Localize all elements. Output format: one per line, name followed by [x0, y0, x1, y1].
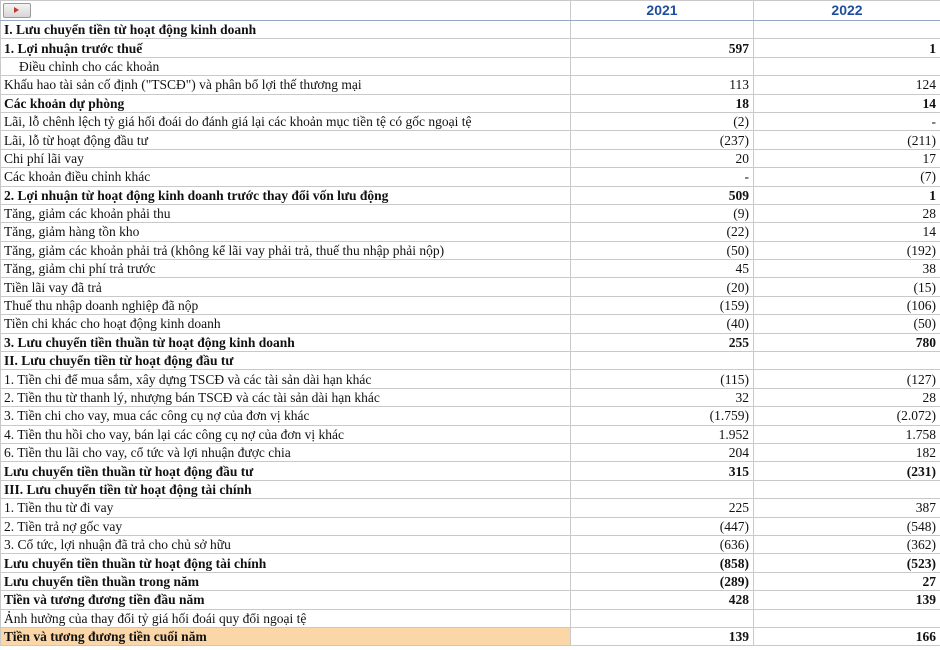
row-label-cell[interactable]: 2. Lợi nhuận từ hoạt động kinh doanh trước thay đổi vốn lưu động: [1, 186, 571, 204]
table-row: [1, 241, 940, 259]
table-row: [1, 186, 940, 204]
row-label-cell[interactable]: Tiền lãi vay đã trả: [1, 278, 571, 296]
value-2021-cell[interactable]: 597: [571, 39, 754, 57]
value-2021-cell[interactable]: (636): [571, 535, 754, 553]
value-2021-cell[interactable]: 32: [571, 388, 754, 406]
value-2021-cell[interactable]: [571, 609, 754, 627]
row-label-cell[interactable]: Lưu chuyển tiền thuần trong năm: [1, 572, 571, 590]
value-2022-cell[interactable]: (548): [754, 517, 940, 535]
row-label-cell[interactable]: II. Lưu chuyển tiền từ hoạt động đầu tư: [1, 352, 571, 370]
value-2021-cell[interactable]: 113: [571, 76, 754, 94]
table-row: [1, 609, 940, 627]
value-2021-cell[interactable]: (289): [571, 572, 754, 590]
value-2022-cell[interactable]: 166: [754, 627, 940, 645]
value-2021-cell[interactable]: [571, 21, 754, 39]
value-2022-cell[interactable]: 182: [754, 443, 940, 461]
table-row: [1, 223, 940, 241]
table-row: [1, 352, 940, 370]
row-label-cell[interactable]: 2. Tiền trả nợ gốc vay: [1, 517, 571, 535]
row-label-cell[interactable]: Lưu chuyển tiền thuần từ hoạt động đầu tư: [1, 462, 571, 480]
row-label-cell[interactable]: 1. Lợi nhuận trước thuế: [1, 39, 571, 57]
value-2022-cell[interactable]: (211): [754, 131, 940, 149]
table-row: [1, 21, 940, 39]
table-row: [1, 131, 940, 149]
value-2021-cell[interactable]: 20: [571, 149, 754, 167]
row-label-cell[interactable]: Tăng, giảm các khoản phải thu: [1, 204, 571, 222]
row-label-cell[interactable]: Các khoản điều chỉnh khác: [1, 168, 571, 186]
row-label-cell[interactable]: Khấu hao tài sản cố định ("TSCĐ") và phân bổ lợi thế thương mại: [1, 76, 571, 94]
year-2021-header: 2021: [571, 1, 754, 21]
row-label-cell[interactable]: Các khoản dự phòng: [1, 94, 571, 112]
row-label-cell[interactable]: 2. Tiền thu từ thanh lý, nhượng bán TSCĐ và các tài sản dài hạn khác: [1, 388, 571, 406]
value-2022-cell[interactable]: [754, 609, 940, 627]
value-2022-cell[interactable]: 14: [754, 223, 940, 241]
table-row: [1, 425, 940, 443]
value-2021-cell[interactable]: 225: [571, 499, 754, 517]
value-2021-cell[interactable]: 18: [571, 94, 754, 112]
row-label-cell[interactable]: 1. Tiền chi để mua sắm, xây dựng TSCĐ và các tài sản dài hạn khác: [1, 370, 571, 388]
table-row: [1, 260, 940, 278]
value-2021-cell[interactable]: [571, 352, 754, 370]
table-row: [1, 572, 940, 590]
table-row: [1, 204, 940, 222]
value-2021-cell[interactable]: 428: [571, 591, 754, 609]
value-2022-cell[interactable]: 14: [754, 94, 940, 112]
table-row: [1, 278, 940, 296]
value-2021-cell[interactable]: (858): [571, 554, 754, 572]
value-2021-cell[interactable]: 1.952: [571, 425, 754, 443]
value-2021-cell[interactable]: (50): [571, 241, 754, 259]
row-label-cell[interactable]: 4. Tiền thu hồi cho vay, bán lại các công cụ nợ của đơn vị khác: [1, 425, 571, 443]
table-body: [1, 1, 940, 646]
table-row: [1, 149, 940, 167]
value-2022-cell[interactable]: 27: [754, 572, 940, 590]
row-label-cell[interactable]: 3. Tiền chi cho vay, mua các công cụ nợ của đơn vị khác: [1, 407, 571, 425]
table-row: [1, 627, 940, 645]
value-2021-cell[interactable]: [571, 480, 754, 498]
value-2022-cell[interactable]: (2.072): [754, 407, 940, 425]
value-2022-cell[interactable]: 17: [754, 149, 940, 167]
table-row: [1, 443, 940, 461]
value-2022-cell[interactable]: [754, 57, 940, 75]
value-2022-cell[interactable]: 28: [754, 204, 940, 222]
row-label-cell[interactable]: Tiền chi khác cho hoạt động kinh doanh: [1, 315, 571, 333]
value-2022-cell[interactable]: (106): [754, 296, 940, 314]
row-label-cell[interactable]: 3. Lưu chuyển tiền thuần từ hoạt động kinh doanh: [1, 333, 571, 351]
value-2021-cell[interactable]: (115): [571, 370, 754, 388]
table-row: [1, 499, 940, 517]
value-2021-cell[interactable]: 255: [571, 333, 754, 351]
row-label-cell[interactable]: Lưu chuyển tiền thuần từ hoạt động tài chính: [1, 554, 571, 572]
value-2022-cell[interactable]: (127): [754, 370, 940, 388]
value-2021-cell[interactable]: 45: [571, 260, 754, 278]
value-2021-cell[interactable]: -: [571, 168, 754, 186]
table-row: [1, 112, 940, 130]
row-label-cell[interactable]: Tăng, giảm các khoản phải trả (không kể lãi vay phải trả, thuế thu nhập phải nộp): [1, 241, 571, 259]
filter-dropdown-icon[interactable]: [3, 3, 31, 18]
table-row: [1, 591, 940, 609]
table-row: [1, 480, 940, 498]
value-2022-cell[interactable]: [754, 352, 940, 370]
value-2022-cell[interactable]: 28: [754, 388, 940, 406]
table-row: [1, 39, 940, 57]
table-row: [1, 370, 940, 388]
table-row: [1, 535, 940, 553]
row-label-cell[interactable]: Lãi, lỗ từ hoạt động đầu tư: [1, 131, 571, 149]
value-2022-cell[interactable]: (15): [754, 278, 940, 296]
table-row: [1, 168, 940, 186]
value-2022-cell[interactable]: (192): [754, 241, 940, 259]
value-2022-cell[interactable]: 124: [754, 76, 940, 94]
value-2021-cell[interactable]: 315: [571, 462, 754, 480]
table-row: [1, 57, 940, 75]
row-label-cell[interactable]: 6. Tiền thu lãi cho vay, cổ tức và lợi nhuận được chia: [1, 443, 571, 461]
value-2022-cell[interactable]: 38: [754, 260, 940, 278]
row-label-cell[interactable]: Tiền và tương đương tiền cuối năm: [1, 627, 571, 645]
value-2021-cell[interactable]: (9): [571, 204, 754, 222]
value-2022-cell[interactable]: (231): [754, 462, 940, 480]
row-label-cell[interactable]: Lãi, lỗ chênh lệch tỷ giá hối đoái do đánh giá lại các khoản mục tiền tệ có gốc ngoại tệ: [1, 112, 571, 130]
table-row: [1, 333, 940, 351]
row-label-cell[interactable]: Chi phí lãi vay: [1, 149, 571, 167]
value-2022-cell[interactable]: 1: [754, 39, 940, 57]
value-2021-cell[interactable]: (447): [571, 517, 754, 535]
table-row: [1, 94, 940, 112]
value-2021-cell[interactable]: (1.759): [571, 407, 754, 425]
value-2021-cell[interactable]: (2): [571, 112, 754, 130]
value-2021-cell[interactable]: (40): [571, 315, 754, 333]
row-label-cell[interactable]: Thuế thu nhập doanh nghiệp đã nộp: [1, 296, 571, 314]
row-label-cell[interactable]: Ảnh hưởng của thay đổi tỷ giá hối đoái quy đổi ngoại tệ: [1, 609, 571, 627]
value-2022-cell[interactable]: (523): [754, 554, 940, 572]
table-row: [1, 76, 940, 94]
value-2022-cell[interactable]: 1: [754, 186, 940, 204]
value-2022-cell[interactable]: 1.758: [754, 425, 940, 443]
value-2021-cell[interactable]: 139: [571, 627, 754, 645]
row-label-cell[interactable]: I. Lưu chuyển tiền từ hoạt động kinh doanh: [1, 21, 571, 39]
value-2021-cell[interactable]: [571, 57, 754, 75]
value-2022-cell[interactable]: (362): [754, 535, 940, 553]
row-label-cell[interactable]: 3. Cổ tức, lợi nhuận đã trả cho chủ sở hữu: [1, 535, 571, 553]
header-row: [1, 1, 940, 21]
value-2022-cell[interactable]: 780: [754, 333, 940, 351]
value-2022-cell[interactable]: (7): [754, 168, 940, 186]
table-row: [1, 462, 940, 480]
row-label-cell[interactable]: Tiền và tương đương tiền đầu năm: [1, 591, 571, 609]
table-row: [1, 315, 940, 333]
value-2022-cell[interactable]: -: [754, 112, 940, 130]
row-label-cell[interactable]: Tăng, giảm chi phí trả trước: [1, 260, 571, 278]
table-row: [1, 407, 940, 425]
table-row: [1, 517, 940, 535]
value-2021-cell[interactable]: (237): [571, 131, 754, 149]
table-row: [1, 388, 940, 406]
table-row: [1, 554, 940, 572]
value-2022-cell[interactable]: (50): [754, 315, 940, 333]
value-2021-cell[interactable]: 204: [571, 443, 754, 461]
row-label-cell[interactable]: Điều chỉnh cho các khoản: [1, 57, 571, 75]
value-2021-cell[interactable]: 509: [571, 186, 754, 204]
value-2021-cell[interactable]: (20): [571, 278, 754, 296]
table-row: [1, 296, 940, 314]
value-2022-cell[interactable]: 387: [754, 499, 940, 517]
row-label-cell[interactable]: 1. Tiền thu từ đi vay: [1, 499, 571, 517]
corner-cell[interactable]: [1, 1, 571, 21]
row-label-cell[interactable]: Tăng, giảm hàng tồn kho: [1, 223, 571, 241]
value-2021-cell[interactable]: (159): [571, 296, 754, 314]
row-label-cell[interactable]: III. Lưu chuyển tiền từ hoạt động tài chính: [1, 480, 571, 498]
value-2022-cell[interactable]: [754, 21, 940, 39]
value-2022-cell[interactable]: [754, 480, 940, 498]
value-2022-cell[interactable]: 139: [754, 591, 940, 609]
year-2022-header: 2022: [754, 1, 940, 21]
value-2021-cell[interactable]: (22): [571, 223, 754, 241]
